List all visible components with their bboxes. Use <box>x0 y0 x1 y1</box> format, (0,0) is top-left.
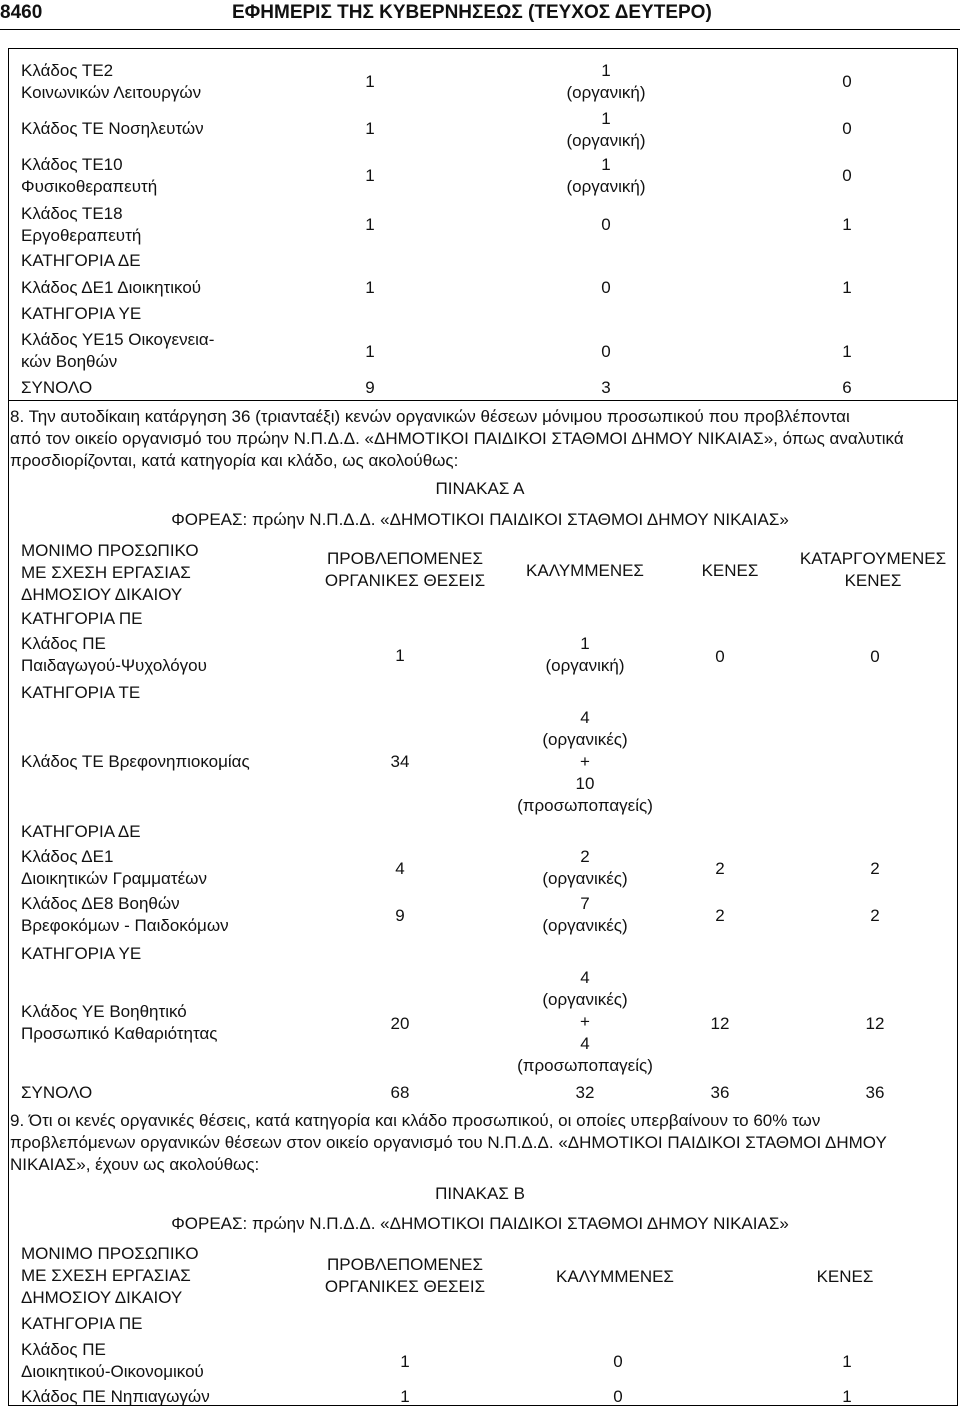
column-header: ΚΑΛΥΜΜΕΝΕΣ <box>556 1267 674 1286</box>
cell-value: 0 <box>842 72 852 91</box>
table-row: Κλάδος ΤΕ Βρεφονηπιοκομίας <box>21 752 250 771</box>
paragraph-8: 8. Την αυτοδίκαιη κατάργηση 36 (τριανταέξι) κενών οργανικών θέσεων μόνιμου προσωπικού που προβλέπονται από τον οικείο οργανισμό του πρώην Ν.Π.Δ.Δ. «ΔΗΜΟΤΙΚΟΙ ΠΑΙΔΙΚΟΙ ΣΤΑΘΜΟΙ ΔΗΜΟΥ ΝΙΚΑΙΑΣ», όπως αναλυτικά προσδιορίζονται, κατά κατηγορία και κλάδο, ως ακολούθως: <box>10 407 904 470</box>
table-title: ΠΙΝΑΚΑΣ Β <box>435 1184 525 1203</box>
total-value: 3 <box>601 378 611 397</box>
paragraph-9: 9. Ότι οι κενές οργανικές θέσεις, κατά κατηγορία και κλάδο προσωπικού, οι οποίες υπερβαίνουν το 60% των προβλεπόμενων οργανικών θέσεων στον οικείο οργανισμό του Ν.Π.Δ.Δ. «ΔΗΜΟΤΙΚΟΙ ΠΑΙΔΙΚΟΙ ΣΤΑΘΜΟΙ ΔΗΜΟΥ ΝΙΚΑΙΑΣ», έχουν ως ακολούθως: <box>10 1111 887 1174</box>
table-subtitle: ΦΟΡΕΑΣ: πρώην Ν.Π.Δ.Δ. «ΔΗΜΟΤΙΚΟΙ ΠΑΙΔΙΚΟΙ ΣΤΑΘΜΟΙ ΔΗΜΟΥ ΝΙΚΑΙΑΣ» <box>171 1214 789 1233</box>
page-number: 8460 <box>0 2 43 23</box>
cell-value: 1 <box>842 342 852 361</box>
cell-value: 1 <box>842 215 852 234</box>
cell-value: 2 <box>870 859 880 878</box>
cell-value: 0 <box>842 166 852 185</box>
table-row: Κλάδος ΥΕ15 Οικογενεια- κών Βοηθών <box>21 330 215 371</box>
column-header: ΚΕΝΕΣ <box>816 1267 874 1286</box>
table-row: Κλάδος ΤΕ Νοσηλευτών <box>21 119 204 138</box>
cell-value: 34 <box>390 752 410 771</box>
total-value: 6 <box>842 378 852 397</box>
table-row: Κλάδος ΥΕ Βοηθητικό Προσωπικό Καθαριότητας <box>21 1002 218 1043</box>
cell-value: 0 <box>613 1352 623 1371</box>
total-label: ΣΥΝΟΛΟ <box>21 378 93 397</box>
cell-value: 0 <box>613 1387 623 1406</box>
cell-value: 1 <box>395 646 405 665</box>
category-heading: ΚΑΤΗΓΟΡΙΑ ΠΕ <box>21 609 143 628</box>
category-heading: ΚΑΤΗΓΟΡΙΑ ΥΕ <box>21 944 142 963</box>
cell-value: 1 <box>842 278 852 297</box>
category-heading: ΚΑΤΗΓΟΡΙΑ ΠΕ <box>21 1314 143 1333</box>
cell-value: 12 <box>710 1014 730 1033</box>
cell-value: 1 <box>365 342 375 361</box>
cell-value: 0 <box>870 647 880 666</box>
total-value: 9 <box>365 378 375 397</box>
gazette-title: ΕΦΗΜΕΡΙΣ ΤΗΣ ΚΥΒΕΡΝΗΣΕΩΣ (ΤΕΥΧΟΣ ΔΕΥΤΕΡΟ) <box>232 2 712 23</box>
table-subtitle: ΦΟΡΕΑΣ: πρώην Ν.Π.Δ.Δ. «ΔΗΜΟΤΙΚΟΙ ΠΑΙΔΙΚΟΙ ΣΤΑΘΜΟΙ ΔΗΜΟΥ ΝΙΚΑΙΑΣ» <box>171 510 789 529</box>
cell-value: 9 <box>395 906 405 925</box>
cell-value: 12 <box>865 1014 885 1033</box>
cell-value: 2 <box>870 906 880 925</box>
cell-value: 0 <box>842 119 852 138</box>
cell-value: 4 (οργανικές) + 10 (προσωποπαγείς) <box>517 708 653 815</box>
column-header: ΠΡΟΒΛΕΠΟΜΕΝΕΣ ΟΡΓΑΝΙΚΕΣ ΘΕΣΕΙΣ <box>324 549 486 590</box>
column-header: ΠΡΟΒΛΕΠΟΜΕΝΕΣ ΟΡΓΑΝΙΚΕΣ ΘΕΣΕΙΣ <box>324 1255 486 1296</box>
cell-value: 1 (οργανική) <box>566 155 646 196</box>
cell-value: 20 <box>390 1014 410 1033</box>
total-label: ΣΥΝΟΛΟ <box>21 1083 93 1102</box>
table-row: Κλάδος ΔΕ8 Βοηθών Βρεφοκόμων - Παιδοκόμων <box>21 894 229 935</box>
category-heading: ΚΑΤΗΓΟΡΙΑ ΔΕ <box>21 822 141 841</box>
cell-value: 1 (οργανική) <box>566 61 646 102</box>
cell-value: 1 <box>400 1387 410 1406</box>
table-row: Κλάδος ΔΕ1 Διοικητικού <box>21 278 202 297</box>
column-header: ΜΟΝΙΜΟ ΠΡΟΣΩΠΙΚΟ ΜΕ ΣΧΕΣΗ ΕΡΓΑΣΙΑΣ ΔΗΜΟΣΙΟΥ ΔΙΚΑΙΟΥ <box>21 541 199 604</box>
table-row: Κλάδος ΠΕ Νηπιαγωγών <box>21 1387 210 1406</box>
column-header: ΜΟΝΙΜΟ ΠΡΟΣΩΠΙΚΟ ΜΕ ΣΧΕΣΗ ΕΡΓΑΣΙΑΣ ΔΗΜΟΣΙΟΥ ΔΙΚΑΙΟΥ <box>21 1244 199 1307</box>
category-heading: ΚΑΤΗΓΟΡΙΑ ΥΕ <box>21 304 142 323</box>
cell-value: 1 <box>365 278 375 297</box>
divider <box>8 400 958 401</box>
cell-value: 1 <box>365 72 375 91</box>
cell-value: 2 <box>715 859 725 878</box>
total-value: 36 <box>865 1083 885 1102</box>
table-row: Κλάδος ΤΕ10 Φυσικοθεραπευτή <box>21 155 158 196</box>
cell-value: 1 <box>400 1352 410 1371</box>
cell-value: 1 (οργανική) <box>545 634 625 675</box>
column-header: ΚΑΤΑΡΓΟΥΜΕΝΕΣ ΚΕΝΕΣ <box>799 549 947 590</box>
cell-value: 1 <box>365 166 375 185</box>
cell-value: 0 <box>715 647 725 666</box>
table-row: Κλάδος ΠΕ Διοικητικού-Οικονομικού <box>21 1340 204 1381</box>
cell-value: 4 (οργανικές) + 4 (προσωποπαγείς) <box>517 968 653 1075</box>
cell-value: 0 <box>601 278 611 297</box>
cell-value: 1 <box>365 119 375 138</box>
table-title: ΠΙΝΑΚΑΣ Α <box>435 479 525 498</box>
cell-value: 0 <box>601 215 611 234</box>
cell-value: 0 <box>601 342 611 361</box>
cell-value: 4 <box>395 859 405 878</box>
column-header: ΚΕΝΕΣ <box>701 561 759 580</box>
cell-value: 1 <box>365 215 375 234</box>
table-row: Κλάδος ΔΕ1 Διοικητικών Γραμματέων <box>21 847 207 888</box>
total-value: 32 <box>575 1083 595 1102</box>
cell-value: 1 (οργανική) <box>566 109 646 150</box>
page-header <box>0 0 960 30</box>
cell-value: 1 <box>842 1387 852 1406</box>
table-row: Κλάδος ΤΕ18 Εργοθεραπευτή <box>21 204 142 245</box>
category-heading: ΚΑΤΗΓΟΡΙΑ ΔΕ <box>21 251 141 270</box>
total-value: 36 <box>710 1083 730 1102</box>
cell-value: 7 (οργανικές) <box>542 894 628 935</box>
cell-value: 1 <box>842 1352 852 1371</box>
table-row: Κλάδος ΠΕ Παιδαγωγού-Ψυχολόγου <box>21 634 207 675</box>
cell-value: 2 <box>715 906 725 925</box>
total-value: 68 <box>390 1083 410 1102</box>
table-row: Κλάδος ΤΕ2 Κοινωνικών Λειτουργών <box>21 61 202 102</box>
column-header: ΚΑΛΥΜΜΕΝΕΣ <box>526 561 644 580</box>
category-heading: ΚΑΤΗΓΟΡΙΑ ΤΕ <box>21 683 141 702</box>
cell-value: 2 (οργανικές) <box>542 847 628 888</box>
